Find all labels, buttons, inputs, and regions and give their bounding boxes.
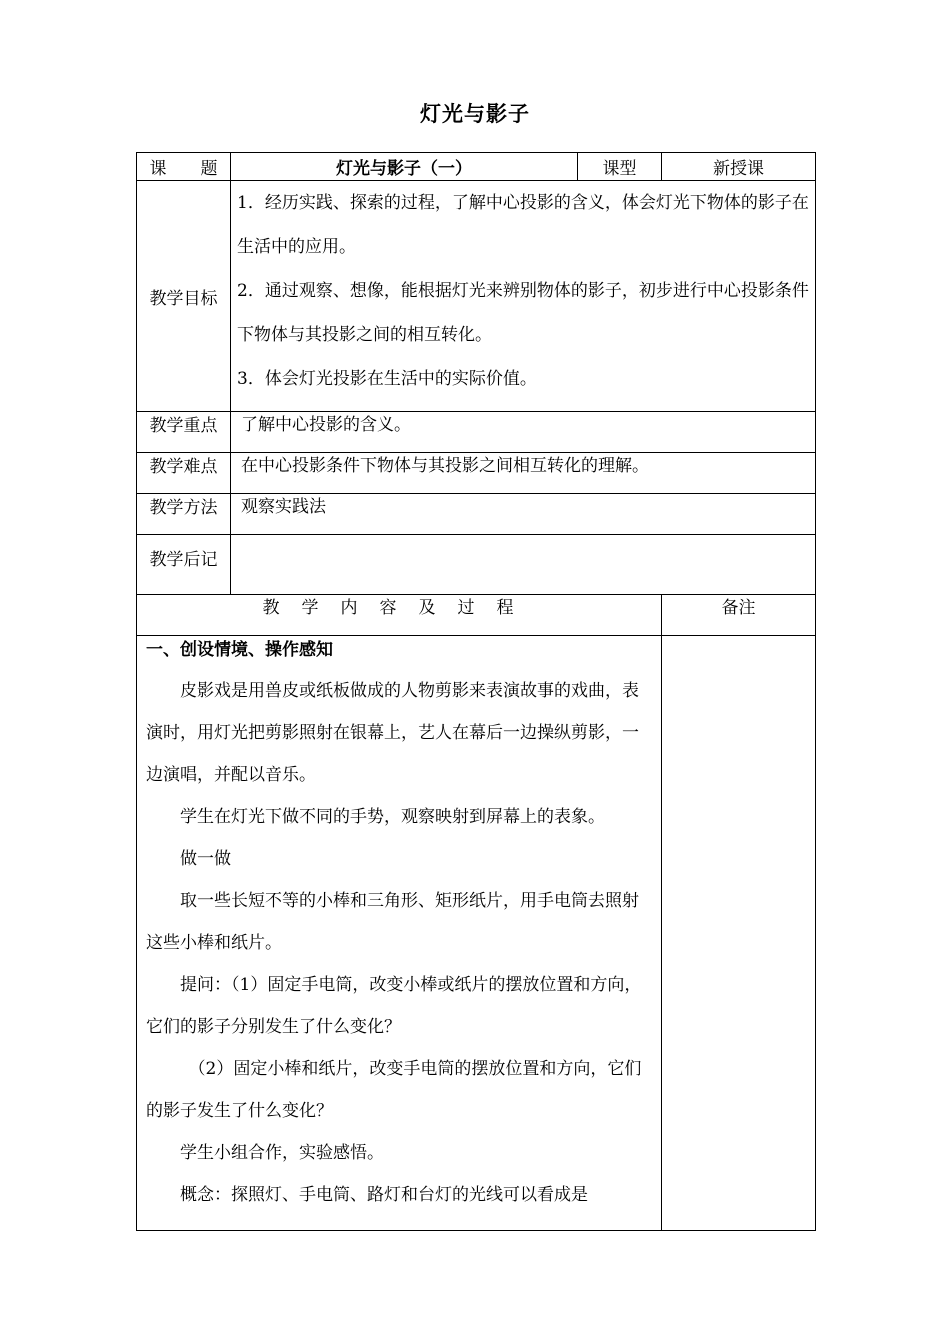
method-value: 观察实践法 [231,494,816,535]
document-title: 灯光与影子 [420,102,530,126]
difficulty-row [137,453,816,494]
reflection-value [231,535,816,595]
reflection-row [137,535,816,595]
reflection-label: 教学后记 [137,535,231,595]
process-paragraph: 学生在灯光下做不同的手势，观察映射到屏幕上的表象。 [180,807,605,827]
process-paragraph: （2）固定小棒和纸片，改变手电筒的摆放位置和方向，它们的影子发生了什么变化？ [146,1059,642,1121]
difficulty-label: 教学难点 [137,453,231,494]
goals-content [231,181,816,412]
goal-item: 1．经历实践、探索的过程，了解中心投影的含义，体会灯光下物体的影子在生活中的应用。 [237,193,809,257]
process-paragraph: 概念：探照灯、手电筒、路灯和台灯的光线可以看成是 [180,1185,588,1205]
notes-header: 备注 [662,595,816,636]
process-paragraph: 提问：（1）固定手电筒，改变小棒或纸片的摆放位置和方向，它们的影子分别发生了什么变化？ [146,975,642,1037]
subject-value: 灯光与影子（一） [231,153,578,181]
section-heading: 一、创设情境、操作感知 [146,640,333,660]
process-paragraph: 取一些长短不等的小棒和三角形、矩形纸片，用手电筒去照射这些小棒和纸片。 [146,891,639,953]
process-paragraph: 学生小组合作，实验感悟。 [180,1143,384,1163]
process-header-row [137,595,816,636]
subject-label: 课 题 [137,153,231,181]
lesson-plan-table [136,152,816,1231]
lesson-type-value: 新授课 [662,153,816,181]
method-label: 教学方法 [137,494,231,535]
process-header-label: 教学内容及过程 [262,598,536,618]
lesson-type-label: 课型 [578,153,662,181]
difficulty-value: 在中心投影条件下物体与其投影之间相互转化的理解。 [231,453,816,494]
goals-label: 教学目标 [137,181,231,412]
method-row [137,494,816,535]
process-content [137,636,662,1231]
key-point-row [137,412,816,453]
notes-column [662,636,816,1231]
goal-item: 3．体会灯光投影在生活中的实际价值。 [237,369,537,389]
key-point-label: 教学重点 [137,412,231,453]
key-point-value: 了解中心投影的含义。 [231,412,816,453]
header-row [137,153,816,181]
process-header [137,595,662,636]
process-paragraph: 做一做 [180,849,231,869]
goals-row [137,181,816,412]
process-row [137,636,816,1231]
process-paragraph: 皮影戏是用兽皮或纸板做成的人物剪影来表演故事的戏曲，表演时，用灯光把剪影照射在银幕上，艺人在幕后一边操纵剪影，一边演唱，并配以音乐。 [146,681,639,785]
goal-item: 2．通过观察、想像，能根据灯光来辨别物体的影子，初步进行中心投影条件下物体与其投影之间的相互转化。 [237,281,809,345]
